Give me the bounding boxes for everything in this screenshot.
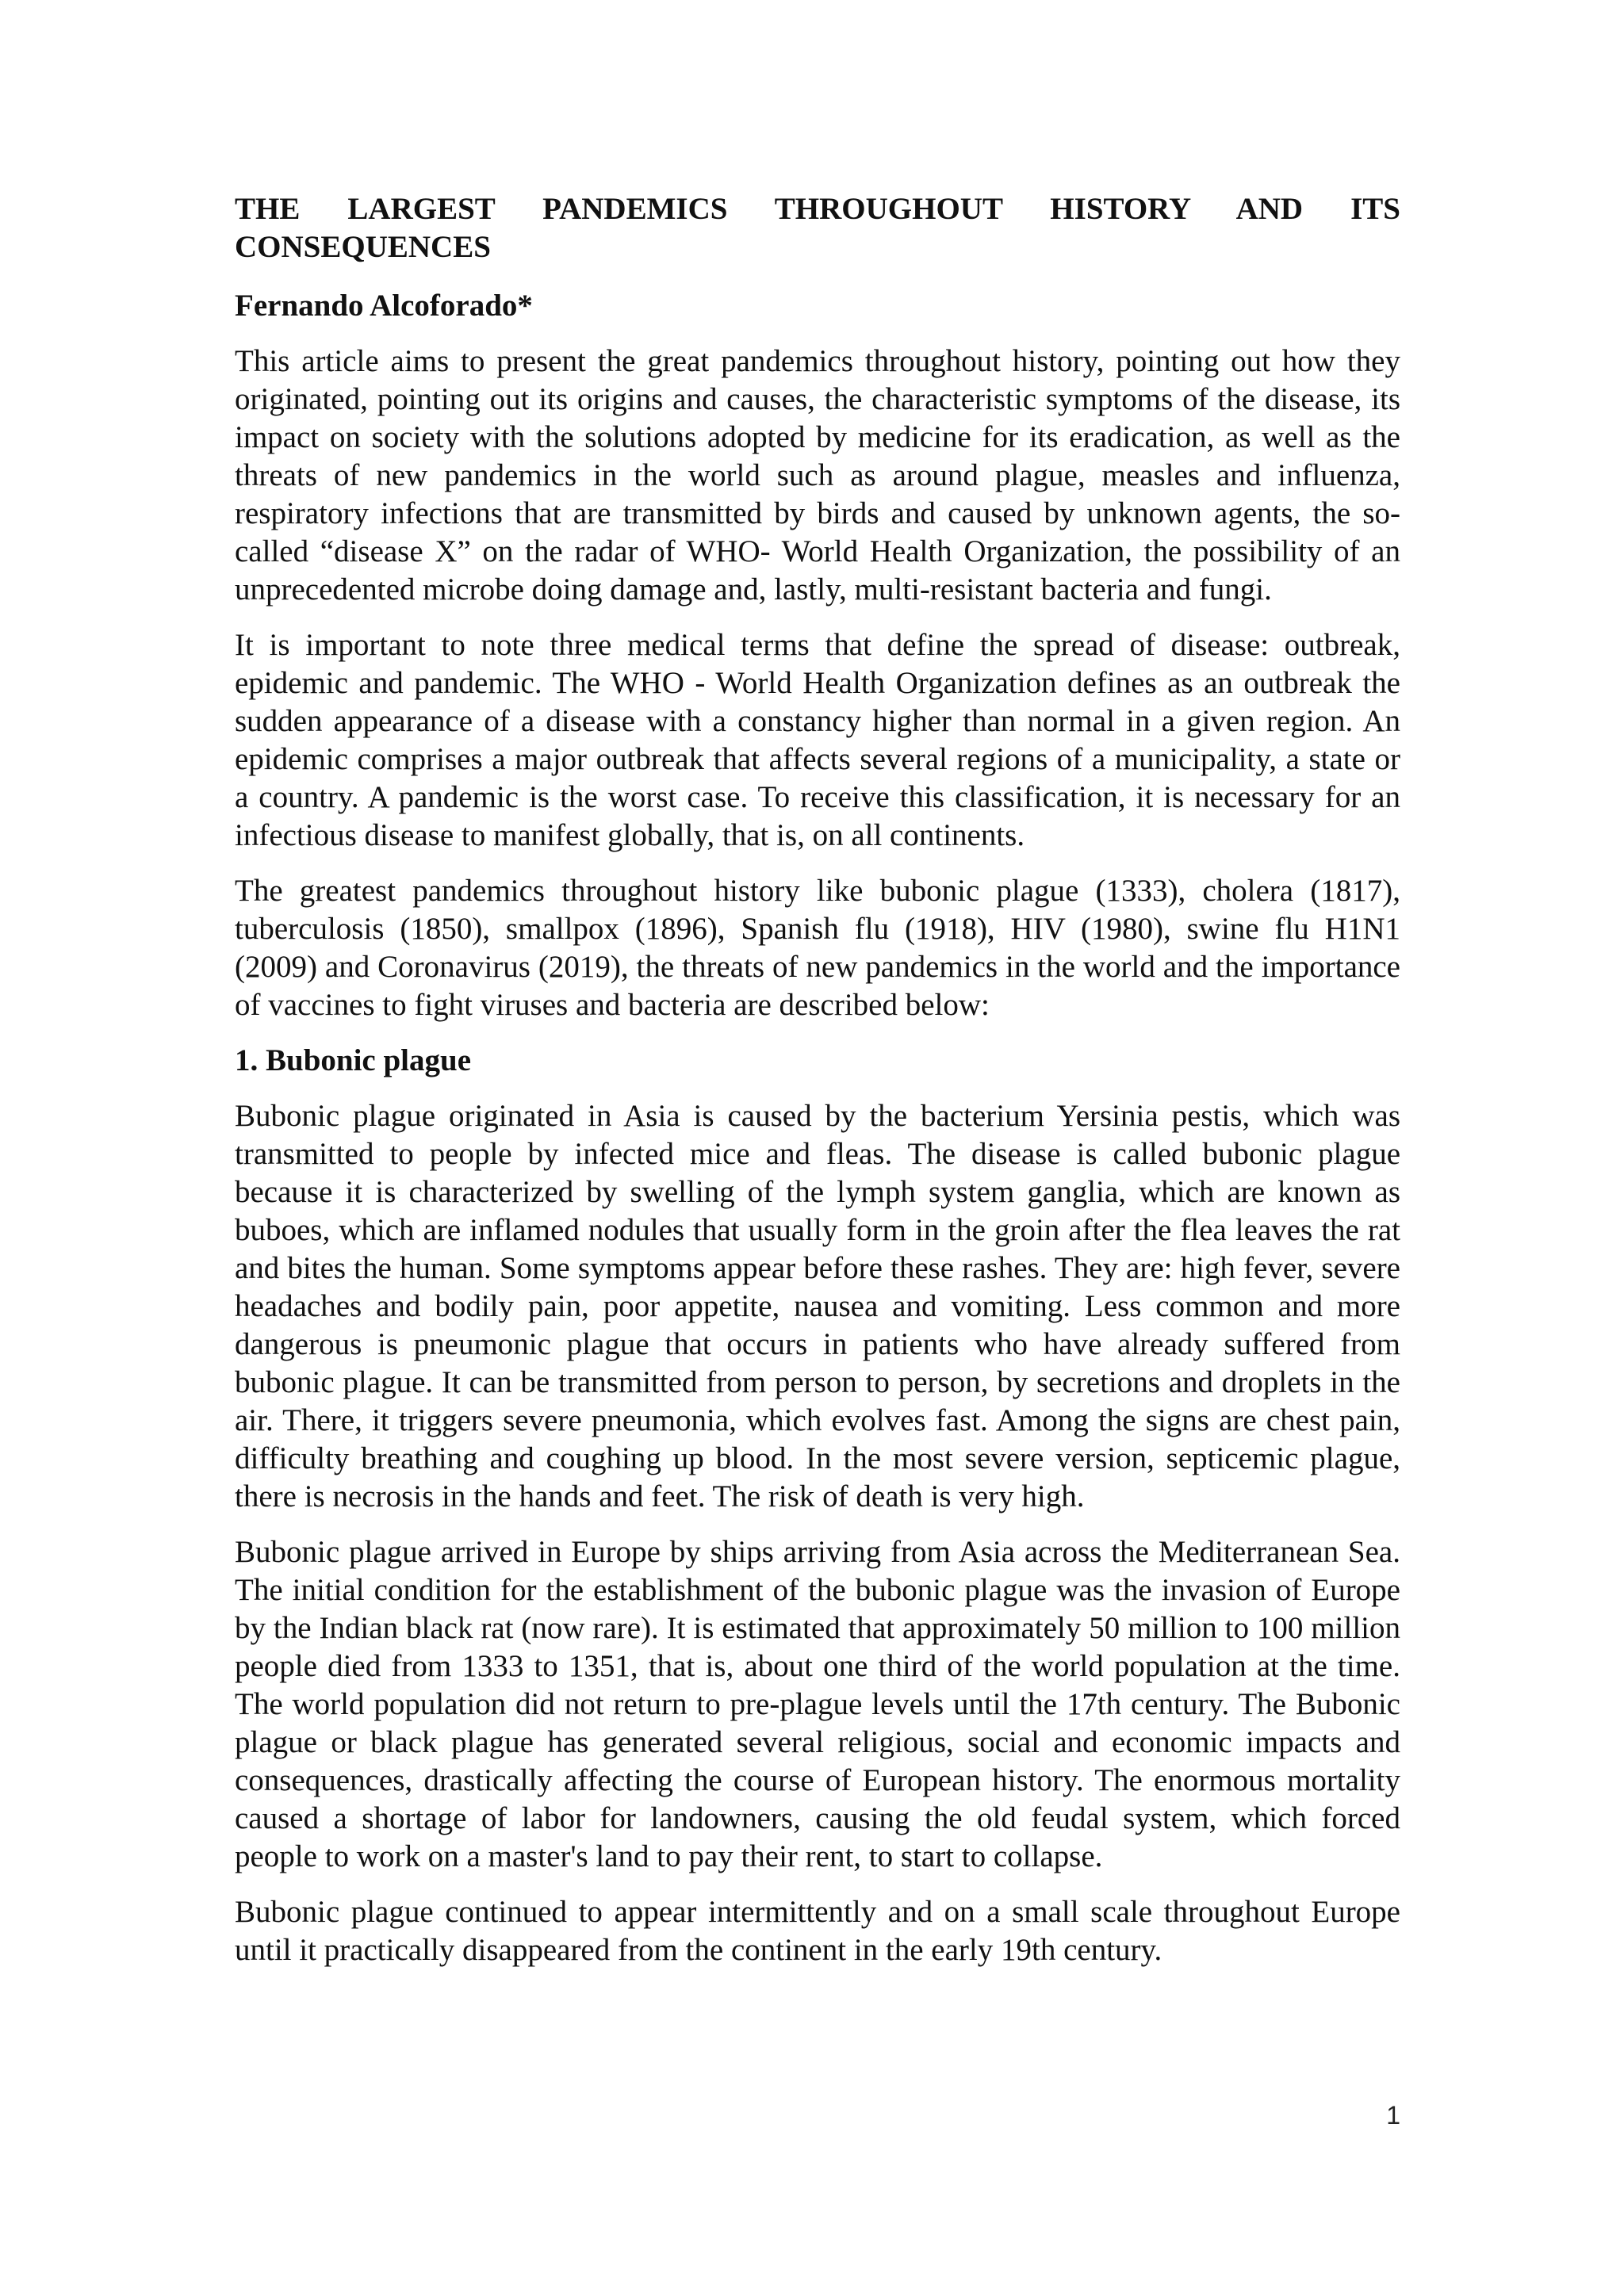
paragraph-plague-europe: Bubonic plague arrived in Europe by ships arriving from Asia across the Mediterranean Sea. The initial condition for the establishment of the bubonic plague was the invasion of Europe by the Indian black rat (now rare). It is estimated that approximately 50 million to 100 million people died from 1333 to 1351, that is, about one third of the world population at the time. The world population did not return to pre-plague levels until the 17th century. The Bubonic plague or black plague has generated several religious, social and economic impacts and consequences, drastically affecting the course of European history. The enormous mortality caused a shortage of labor for landowners, causing the old feudal system, which forced people to work on a master's land to pay their rent, to start to collapse. <box>235 1535 1400 1873</box>
section-heading-bubonic-plague: 1. Bubonic plague <box>235 1043 472 1077</box>
page-number: 1 <box>1386 2101 1400 2130</box>
document-page <box>235 190 1400 1987</box>
paragraph-plague-continued: Bubonic plague continued to appear intermittently and on a small scale throughout Europe until it practically disappeared from the continent in the early 19th century. <box>235 1895 1400 1967</box>
author-name: Fernando Alcoforado* <box>235 289 533 323</box>
paragraph-plague-origin: Bubonic plague originated in Asia is caused by the bacterium Yersinia pestis, which was transmitted to people by infected mice and fleas. The disease is called bubonic plague because it is characterized by swelling of the lymph system ganglia, which are known as buboes, which are inflamed nodules that usually form in the groin after the flea leaves the rat and bites the human. Some symptoms appear before these rashes. They are: high fever, severe headaches and bodily pain, poor appetite, nausea and vomiting. Less common and more dangerous is pneumonic plague that occurs in patients who have already suffered from bubonic plague. It can be transmitted from person to person, by secretions and droplets in the air. There, it triggers severe pneumonia, which evolves fast. Among the signs are chest pain, difficulty breathing and coughing up blood. In the most severe version, septicemic plague, there is necrosis in the hands and feet. The risk of death is very high. <box>235 1099 1400 1513</box>
paragraph-terms: It is important to note three medical terms that define the spread of disease: outbreak, epidemic and pandemic. The WHO - World Health Organization defines as an outbreak the sudden appearance of a disease with a constancy higher than normal in a given region. An epidemic comprises a major outbreak that affects several regions of a municipality, a state or a country. A pandemic is the worst case. To receive this classification, it is necessary for an infectious disease to manifest globally, that is, on all continents. <box>235 628 1400 852</box>
paragraph-intro: This article aims to present the great pandemics throughout history, pointing out how they originated, pointing out its origins and causes, the characteristic symptoms of the disease, its impact on society with the solutions adopted by medicine for its eradication, as well as the threats of new pandemics in the world such as around plague, measles and influenza, respiratory infections that are transmitted by birds and caused by unknown agents, the so-called “disease X” on the radar of WHO- World Health Organization, the possibility of an unprecedented microbe doing damage and, lastly, multi-resistant bacteria and fungi. <box>235 344 1400 607</box>
document-title: THE LARGEST PANDEMICS THROUGHOUT HISTORY AND ITS CONSEQUENCES <box>235 192 1400 264</box>
paragraph-list: The greatest pandemics throughout history like bubonic plague (1333), cholera (1817), tuberculosis (1850), smallpox (1896), Spanish flu (1918), HIV (1980), swine flu H1N1 (2009) and Coronavirus (2019), the threats of new pandemics in the world and the importance of vaccines to fight viruses and bacteria are described below: <box>235 874 1400 1022</box>
